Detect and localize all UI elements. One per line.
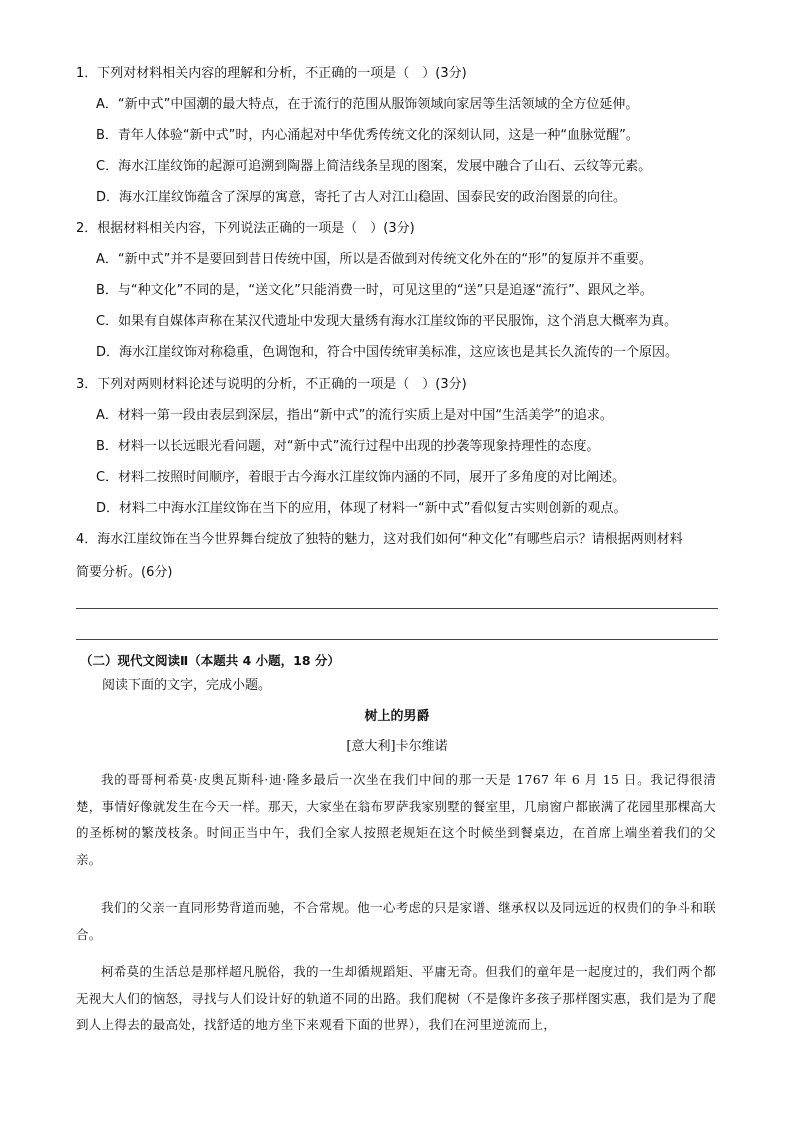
question-2-stem: 2．根据材料相关内容，下列说法正确的一项是（ ）(3分) (76, 221, 415, 236)
question-1-option-d: D．海水江崖纹饰蕴含了深厚的寓意，寄托了古人对江山稳固、国泰民安的政治图景的向往。 (96, 190, 627, 205)
question-1-option-a: A．“新中式”中国潮的最大特点，在于流行的范围从服饰领域向家居等生活领域的全方位延伸。 (96, 97, 639, 112)
question-3-option-a: A．材料一第一段由表层到深层，指出“新中式”的流行实质上是对中国“生活美学”的追求。 (96, 408, 613, 423)
passage-author: [意大利]卡尔维诺 (346, 739, 448, 754)
question-2-option-c: C．如果有自媒体声称在某汉代遗址中发现大量绣有海水江崖纹饰的平民服饰，这个消息大概率为真。 (96, 314, 678, 329)
question-3-option-b: B．材料一以长远眼光看问题，对“新中式”流行过程中出现的抄袭等现象持理性的态度。 (96, 439, 600, 454)
section-heading: （二）现代文阅读Ⅱ（本题共 4 小题，18 分） (80, 653, 340, 668)
question-2-option-b: B．与“种文化”不同的是，“送文化”只能消费一时，可见这里的“送”只是追逐“流行”、跟风之举。 (96, 283, 653, 298)
question-3-option-d: D．材料二中海水江崖纹饰在当下的应用，体现了材料一“新中式”看似复古实则创新的观点。 (96, 501, 627, 516)
question-1-stem: 1．下列对材料相关内容的理解和分析，不正确的一项是（ ）(3分) (76, 66, 467, 81)
passage-title: 树上的男爵 (364, 709, 430, 724)
question-3-stem: 3．下列对两则材料论述与说明的分析，不正确的一项是（ ）(3分) (76, 377, 467, 392)
question-2-option-a: A．“新中式”并不是要回到昔日传统中国，所以是否做到对传统文化外在的“形”的复原并不重要。 (96, 252, 652, 267)
answer-line-2 (76, 639, 718, 640)
question-1-option-b: B．青年人体验“新中式”时，内心涌起对中华优秀传统文化的深刻认同，这是一种“血脉觉醒”。 (96, 128, 639, 143)
passage-paragraph-1: 我的哥哥柯希莫·皮奥瓦斯科·迪·隆多最后一次坐在我们中间的那一天是 1767 年 6 月 15 日。我记得很清楚，事情好像就发生在今天一样。那天，大家坐在翁布罗萨我家别墅的餐室里，几扇窗户都嵌满了花园里那棵高大的圣栎树的繁茂枝条。时间正当中午，我们全家人按照老规矩在这个时候坐到餐桌边，在首席上端坐着我们的父亲。 (76, 772, 717, 867)
question-4-stem-line1: 4．海水江崖纹饰在当今世界舞台绽放了独特的魅力，这对我们如何“种文化”有哪些启示？请根据两则材料 (76, 532, 683, 547)
question-2-option-d: D．海水江崖纹饰对称稳重，色调饱和，符合中国传统审美标准，这应该也是其长久流传的一个原因。 (96, 345, 679, 360)
answer-line-1 (76, 608, 718, 609)
question-4-stem-line2: 简要分析。(6分) (76, 565, 173, 580)
section-instruction: 阅读下面的文字，完成小题。 (102, 678, 272, 693)
passage-paragraph-2: 我们的父亲一直同形势背道而驰，不合常规。他一心考虑的只是家谱、继承权以及同远近的权贵们的争斗和联合。 (76, 900, 716, 942)
question-3-option-c: C．材料二按照时间顺序，着眼于古今海水江崖纹饰内涵的不同，展开了多角度的对比阐述。 (96, 470, 626, 485)
question-1-option-c: C．海水江崖纹饰的起源可追溯到陶器上简洁线条呈现的图案，发展中融合了山石、云纹等元素。 (96, 159, 652, 174)
passage-paragraph-3: 柯希莫的生活总是那样超凡脱俗，我的一生却循规蹈矩、平庸无奇。但我们的童年是一起度过的，我们两个都无视大人们的恼怒，寻找与人们设计好的轨道不同的出路。我们爬树（不是像许多孩子那样图实惠，我们是为了爬到人上得去的最高处，找舒适的地方坐下来观看下面的世界），我们在河里逆流而上， (76, 964, 717, 1032)
